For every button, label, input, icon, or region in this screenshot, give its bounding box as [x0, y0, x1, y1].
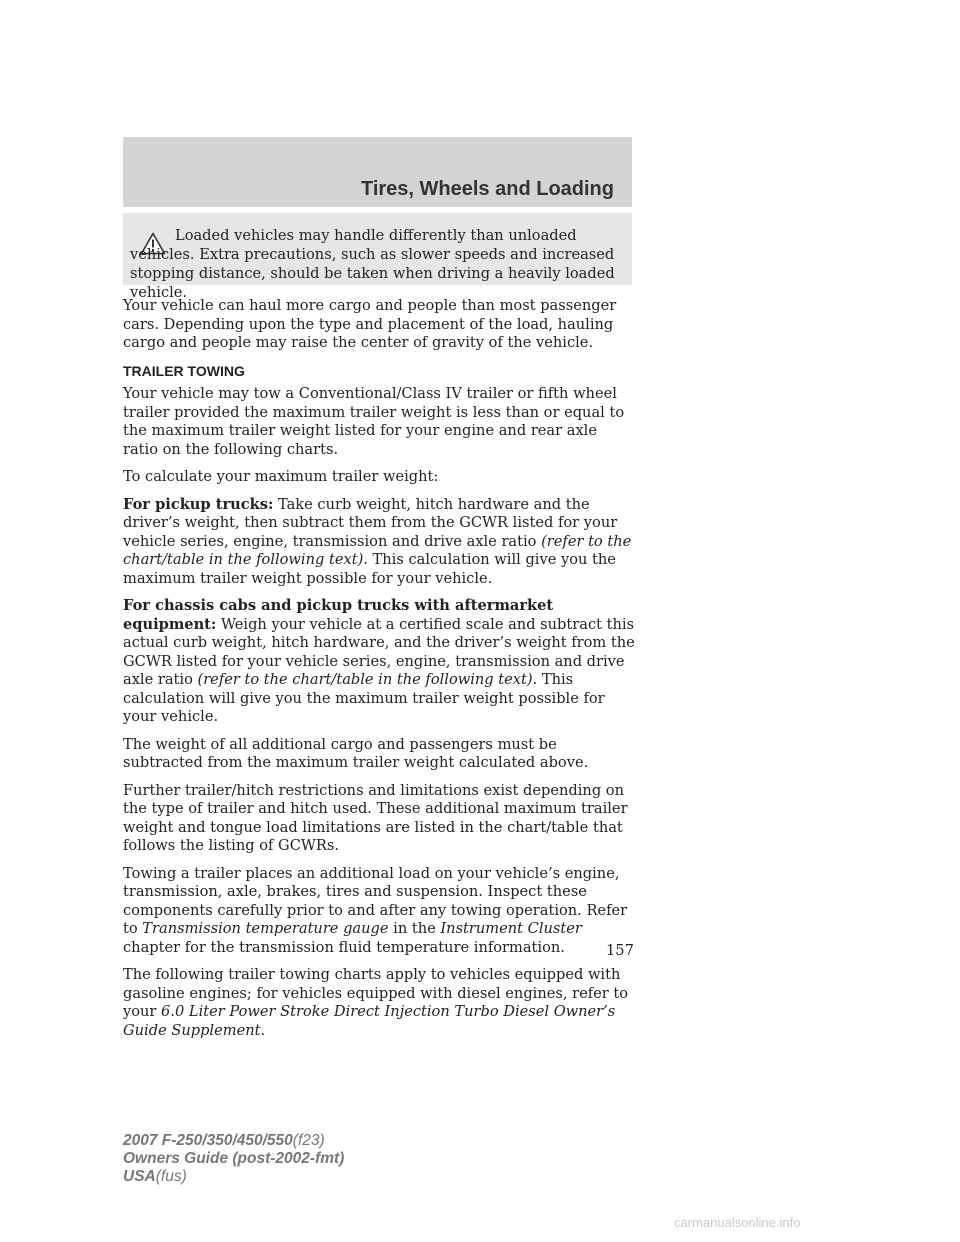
paragraph-charts — [123, 966, 635, 1040]
pickup-text: Take curb weight, hitch hardware and the driver’s weight, then subtract them from the GCWR listed for your vehicle series, engine, transmission and drive axle ratio — [123, 495, 618, 550]
pickup-end: . This calculation will give you the maximum trailer weight possible for your vehicle. — [123, 551, 616, 587]
inspect-mid: in the — [393, 920, 436, 937]
charts-text: The following trailer towing charts apply to vehicles equipped with gasoline engines; for vehicles equipped with diesel engines, refer to your — [123, 966, 629, 1020]
watermark: carmanualsonline.info — [674, 1215, 801, 1230]
paragraph-cargo: The weight of all additional cargo and passengers must be subtracted from the maximum trailer weight calculated above. — [123, 735, 589, 771]
paragraph-chassis — [123, 597, 635, 727]
paragraph-pickup — [123, 496, 635, 589]
section-heading: TRAILER TOWING — [123, 362, 245, 379]
chassis-text: Weigh your vehicle at a certified scale and subtract this actual curb weight, hitch hardware, and the driver’s weight from the GCWR listed for your vehicle series, engine, transmission and drive axle ratio — [123, 615, 635, 688]
paragraph-inspect — [123, 865, 635, 958]
inspect-end: chapter for the transmission fluid temperature information. — [123, 938, 565, 956]
transmission-gauge-reference: Transmission temperature gauge — [142, 920, 389, 937]
footer-line-1 — [123, 1132, 344, 1150]
paragraph-calculate: To calculate your maximum trailer weight: — [123, 468, 439, 485]
diesel-supplement-reference: 6.0 Liter Power Stroke Direct Injection Turbo Diesel Owner’s Guide Supplement — [123, 1003, 616, 1039]
pickup-reference: (refer to the chart/table in the following text) — [123, 532, 632, 568]
section-header — [123, 137, 632, 207]
footer-line-2 — [123, 1150, 344, 1168]
document-footer — [123, 1132, 344, 1186]
pickup-label: For pickup trucks: — [123, 495, 274, 513]
body-content — [123, 297, 635, 1049]
paragraph-restrictions: Further trailer/hitch restrictions and limitations exist depending on the type of trailer and hitch used. These additional maximum trailer weight and tongue load limitations are listed in the chart/table that follows the listing of GCWRs. — [123, 781, 628, 854]
chassis-end: . This calculation will give you the maximum trailer weight possible for your vehicle. — [123, 671, 605, 725]
instrument-cluster-reference: Instrument Cluster — [440, 920, 582, 937]
inspect-text: Towing a trailer places an additional load on your vehicle’s engine, transmission, axle, brakes, tires and suspension. Inspect these components carefully prior to and after any towing operation. Refer to — [123, 864, 628, 937]
footer-market-code: (fus) — [155, 1168, 187, 1185]
warning-text: Loaded vehicles may handle differently than unloaded vehicles. Extra precautions, such as slower speeds and increased stopping distance, should be taken when driving a heavily loaded vehicle. — [130, 227, 615, 301]
intro-paragraph: Your vehicle can haul more cargo and people than most passenger cars. Depending upon the type and placement of the load, hauling cargo and people may raise the center of gravity of the vehicle. — [123, 297, 617, 351]
footer-model-code: (f23) — [292, 1132, 325, 1149]
footer-line-3 — [123, 1168, 344, 1186]
chassis-label: For chassis cabs and pickup trucks with aftermarket equipment: — [123, 597, 554, 633]
footer-market: USA — [123, 1168, 156, 1185]
chassis-reference: (refer to the chart/table in the following text) — [197, 671, 533, 688]
charts-end: . — [260, 1021, 266, 1039]
footer-guide: Owners Guide (post-2002-fmt) — [123, 1150, 345, 1167]
section-title: Tires, Wheels and Loading — [360, 178, 614, 200]
warning-box — [123, 213, 632, 301]
page-number: 157 — [606, 942, 634, 959]
paragraph-towing: Your vehicle may tow a Conventional/Class IV trailer or fifth wheel trailer provided the maximum trailer weight is less than or equal to the maximum trailer weight listed for your engine and rear axle ratio on the following charts. — [123, 385, 625, 458]
footer-model: 2007 F-250/350/450/550 — [123, 1132, 293, 1149]
